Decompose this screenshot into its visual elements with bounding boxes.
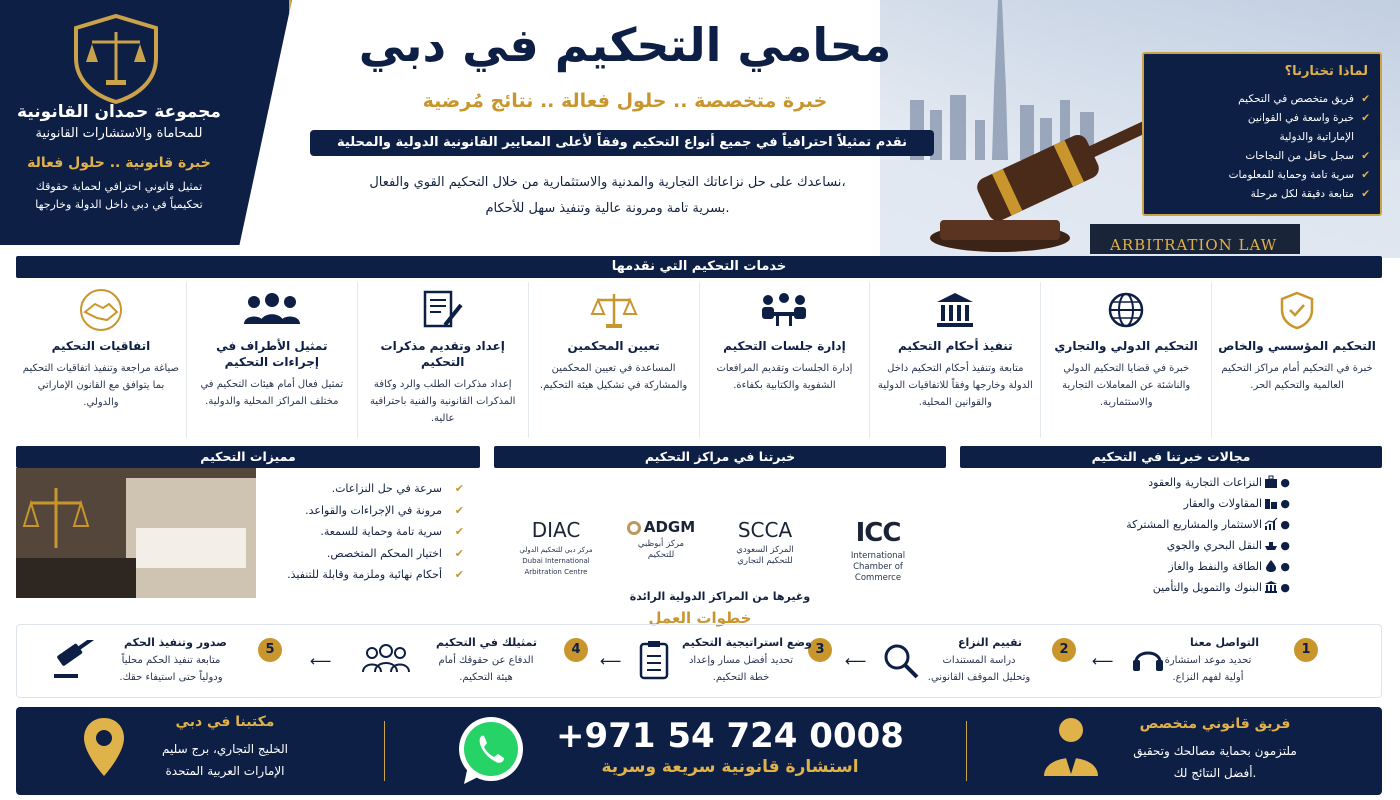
list-item: ● الاستثمار والمشاريع المشتركة bbox=[960, 514, 1382, 535]
office-address: الخليج التجاري، برج سليم الإمارات العربية المتحدة bbox=[162, 742, 288, 778]
arrow-left-icon: ⟵ bbox=[600, 652, 622, 670]
services-row bbox=[16, 282, 1382, 438]
list-item: ✔ خبرة واسعة في القوانين bbox=[1150, 109, 1370, 128]
shield-check-icon bbox=[1277, 290, 1317, 330]
intro-banner: نقدم تمثيلاً احترافياً في جميع أنواع التحكيم وفقاً لأعلى المعايير القانونية الدولية والمحلية bbox=[310, 130, 934, 156]
step-title: تمثيلك في التحكيم bbox=[436, 636, 538, 649]
lawyer-signing-image bbox=[16, 468, 256, 598]
phone-number-link[interactable]: +971 54 724 0008 bbox=[556, 716, 904, 756]
check-icon: ✔ bbox=[1361, 188, 1370, 200]
page-subtitle: خبرة متخصصة .. حلول فعالة .. نتائج مُرضية bbox=[422, 90, 828, 112]
team-title: فريق قانوني متخصص bbox=[1139, 716, 1291, 732]
service-title: تعيين المحكمين bbox=[567, 339, 660, 353]
centers-logos bbox=[494, 468, 946, 588]
list-item: ✔ مرونة في الإجراءات والقواعد. bbox=[234, 500, 464, 522]
check-icon: ✔ bbox=[454, 568, 464, 581]
firm-subtitle: للمحاماة والاستشارات القانونية bbox=[35, 126, 203, 141]
bullet-icon: ● bbox=[1280, 539, 1290, 552]
service-title: إعداد وتقديم مذكرات التحكيم bbox=[380, 339, 505, 369]
service-desc: تمثيل فعال أمام هيئات التحكيم في مختلف المراكز المحلية والدولية. bbox=[200, 379, 344, 407]
bank-icon bbox=[1264, 580, 1278, 594]
intro-line: نساعدك على حل نزاعاتك التجارية والمدنية والاستثمارية من خلال التحكيم القوي والفعال، bbox=[369, 175, 846, 190]
bullet-icon: ● bbox=[1280, 476, 1290, 489]
footer-divider bbox=[966, 721, 967, 781]
step-number: 2 bbox=[1052, 638, 1076, 662]
service-card bbox=[186, 282, 357, 438]
features-panel bbox=[16, 446, 480, 606]
service-title: تنفيذ أحكام التحكيم bbox=[897, 339, 1013, 353]
services-header: خدمات التحكيم التي نقدمها bbox=[16, 256, 1382, 278]
step-number: 4 bbox=[564, 638, 588, 662]
meeting-icon bbox=[756, 290, 812, 330]
scales-icon bbox=[590, 290, 638, 330]
people-icon bbox=[360, 644, 412, 676]
centers-panel bbox=[494, 446, 946, 606]
whatsapp-icon[interactable] bbox=[454, 714, 528, 788]
service-card bbox=[528, 282, 699, 438]
adgm-logo: ADGM مركز أبوظبي للتحكيم bbox=[616, 518, 706, 561]
service-desc: خبرة في قضايا التحكيم الدولي والناشئة عن المعاملات التجارية والاستثمارية. bbox=[1062, 363, 1191, 408]
step-desc: متابعة تنفيذ الحكم محلياً ودولياً حتى استيفاء حقك. bbox=[119, 655, 223, 683]
step-desc: تحديد أفضل مسار وإعداد خطة التحكيم. bbox=[688, 655, 794, 683]
location-pin-icon bbox=[80, 716, 128, 780]
features-header: مميزات التحكيم bbox=[16, 446, 480, 468]
diac-logo: DIAC مركز دبي للتحكيم الدولي Dubai International Arbitration Centre bbox=[519, 518, 593, 576]
fields-panel bbox=[960, 446, 1382, 606]
arrow-left-icon: ⟵ bbox=[310, 652, 332, 670]
scales-shield-logo-icon bbox=[68, 12, 164, 104]
list-item: ✔ سرية تامة وحماية للسمعة. bbox=[234, 521, 464, 543]
office-title: مكتبنا في دبي bbox=[175, 714, 275, 730]
bullet-icon: ● bbox=[1280, 518, 1290, 531]
globe-icon bbox=[1106, 290, 1146, 330]
intro-line: بسرية تامة ومرونة عالية وتنفيذ سهل للأحكام. bbox=[485, 201, 730, 216]
list-item: ● الطاقة والنفط والغاز bbox=[960, 556, 1382, 577]
list-item: ● النقل البحري والجوي bbox=[960, 535, 1382, 556]
step-number: 3 bbox=[808, 638, 832, 662]
list-item: ✔ فريق متخصص في التحكيم bbox=[1150, 90, 1370, 109]
arrow-left-icon: ⟵ bbox=[1092, 652, 1114, 670]
check-icon: ✔ bbox=[1361, 169, 1370, 181]
step-title: التواصل معنا bbox=[1190, 636, 1259, 649]
handshake-icon bbox=[75, 288, 127, 332]
step-desc: دراسة المستندات وتحليل الموقف القانوني. bbox=[927, 655, 1031, 683]
check-icon: ✔ bbox=[454, 546, 464, 560]
service-card bbox=[1040, 282, 1211, 438]
check-icon: ✔ bbox=[454, 482, 464, 495]
bullet-icon: ● bbox=[1280, 560, 1290, 573]
page-title: محامي التحكيم في دبي bbox=[358, 18, 892, 72]
footer-divider bbox=[384, 721, 385, 781]
step-title: صدور وتنفيذ الحكم bbox=[124, 636, 227, 649]
list-item: ✔ سرية تامة وحماية للمعلومات bbox=[1150, 166, 1370, 185]
check-icon: ✔ bbox=[1361, 112, 1370, 124]
list-item: ● النزاعات التجارية والعقود bbox=[960, 472, 1382, 493]
check-icon: ✔ bbox=[1361, 93, 1370, 105]
service-title: التحكيم المؤسسي والخاص bbox=[1218, 339, 1376, 353]
list-item: ✔ متابعة دقيقة لكل مرحلة bbox=[1150, 185, 1370, 204]
ship-icon bbox=[1264, 538, 1278, 552]
service-card bbox=[16, 282, 186, 438]
step-number: 5 bbox=[258, 638, 282, 662]
why-list bbox=[1150, 90, 1370, 204]
check-icon: ✔ bbox=[454, 503, 464, 517]
centers-header: خبرتنا في مراكز التحكيم bbox=[494, 446, 946, 468]
fields-list bbox=[960, 472, 1382, 598]
step-number: 1 bbox=[1294, 638, 1318, 662]
list-item: ✔ سرعة في حل النزاعات. bbox=[234, 478, 464, 500]
firm-description bbox=[6, 178, 232, 214]
step-title: وضع استراتيجية التحكيم bbox=[682, 636, 812, 649]
icc-logo: ICC International Chamber of Commerce bbox=[850, 518, 906, 583]
service-card bbox=[869, 282, 1040, 438]
service-desc: المساعدة في تعيين المحكمين والمشاركة في تشكيل هيئة التحكيم. bbox=[539, 363, 688, 391]
growth-chart-icon bbox=[1264, 517, 1278, 531]
service-desc: متابعة وتنفيذ أحكام التحكيم داخل الدولة وخارجها وفقاً للاتفاقيات الدولية والقوانين المحلية. bbox=[877, 363, 1033, 408]
service-card bbox=[357, 282, 528, 438]
step-desc: الدفاع عن حقوقك أمام هيئة التحكيم. bbox=[438, 655, 534, 683]
check-icon: ✔ bbox=[454, 525, 464, 538]
team-description: ملتزمون بحماية مصالحك وتحقيق أفضل النتائج لك. bbox=[1133, 744, 1297, 780]
service-desc: إعداد مذكرات الطلب والرد وكافة المذكرات القانونية والفنية باحترافية عالية. bbox=[369, 379, 516, 424]
why-title: لماذا تختارنا؟ bbox=[1284, 64, 1368, 79]
arrow-left-icon: ⟵ bbox=[845, 652, 867, 670]
group-icon bbox=[240, 290, 304, 330]
oil-drop-icon bbox=[1264, 559, 1278, 573]
list-item: ✔ اختيار المحكم المتخصص. bbox=[234, 543, 464, 565]
courthouse-icon bbox=[933, 290, 977, 330]
firm-desc-line: تمثيل قانوني احترافي لحماية حقوقك bbox=[35, 180, 203, 193]
headset-icon bbox=[1130, 642, 1166, 678]
buildings-icon bbox=[1264, 496, 1278, 510]
list-item: ● المقاولات والعقار bbox=[960, 493, 1382, 514]
book-label: ARBITRATION LAW bbox=[1110, 236, 1278, 254]
firm-desc-line: تحكيمياً في دبي داخل الدولة وخارجها bbox=[35, 198, 203, 211]
clipboard-icon bbox=[638, 640, 670, 680]
service-title: التحكيم الدولي والتجاري bbox=[1054, 339, 1198, 353]
service-card bbox=[1211, 282, 1382, 438]
list-item: ✔ سجل حافل من النجاحات bbox=[1150, 147, 1370, 166]
list-item: ● البنوك والتمويل والتأمين bbox=[960, 577, 1382, 598]
step-desc: تحديد موعد استشارة أولية لفهم النزاع. bbox=[1164, 655, 1252, 683]
step-title: تقييم النزاع bbox=[958, 636, 1023, 649]
service-title: اتفاقيات التحكيم bbox=[51, 339, 151, 353]
magnifier-icon bbox=[882, 642, 920, 680]
service-desc: إدارة الجلسات وتقديم المرافعات الشفوية والكتابية بكفاءة. bbox=[716, 363, 853, 391]
bullet-icon: ● bbox=[1280, 581, 1290, 594]
service-title: إدارة جلسات التحكيم bbox=[723, 339, 846, 353]
bullet-icon: ● bbox=[1280, 497, 1290, 510]
service-desc: صياغة مراجعة وتنفيذ اتفاقيات التحكيم بما يتوافق مع القانون الإماراتي والدولي. bbox=[22, 363, 180, 408]
firm-tagline: خبرة قانونية .. حلول فعالة bbox=[27, 155, 211, 171]
firm-name: مجموعة حمدان القانونية bbox=[17, 102, 221, 122]
consultation-tagline: استشارة قانونية سريعة وسرية bbox=[601, 757, 859, 777]
scca-logo: SCCA المركز السعودي للتحكيم التجاري bbox=[736, 518, 794, 566]
service-card bbox=[699, 282, 870, 438]
document-pen-icon bbox=[421, 289, 465, 331]
features-list bbox=[234, 478, 464, 586]
service-title: تمثيل الأطراف في إجراءات التحكيم bbox=[216, 339, 328, 369]
steps-title: خطوات العمل bbox=[648, 609, 752, 627]
list-item: الإماراتية والدولية bbox=[1279, 131, 1354, 143]
check-icon: ✔ bbox=[1361, 150, 1370, 162]
centers-footer: وغيرها من المراكز الدولية الرائدة bbox=[629, 590, 811, 603]
briefcase-icon bbox=[1264, 475, 1278, 489]
adgm-ring-icon bbox=[627, 521, 641, 535]
gavel-icon bbox=[52, 640, 102, 680]
service-desc: خبرة في التحكيم أمام مراكز التحكيم العالمية والتحكيم الحر. bbox=[1221, 363, 1373, 391]
list-item: ✔ أحكام نهائية وملزمة وقابلة للتنفيذ. bbox=[234, 564, 464, 586]
why-choose-us-box bbox=[1142, 52, 1382, 216]
lawyer-avatar-icon bbox=[1040, 714, 1102, 778]
intro-text bbox=[300, 170, 915, 222]
fields-header: مجالات خبرتنا في التحكيم bbox=[960, 446, 1382, 468]
